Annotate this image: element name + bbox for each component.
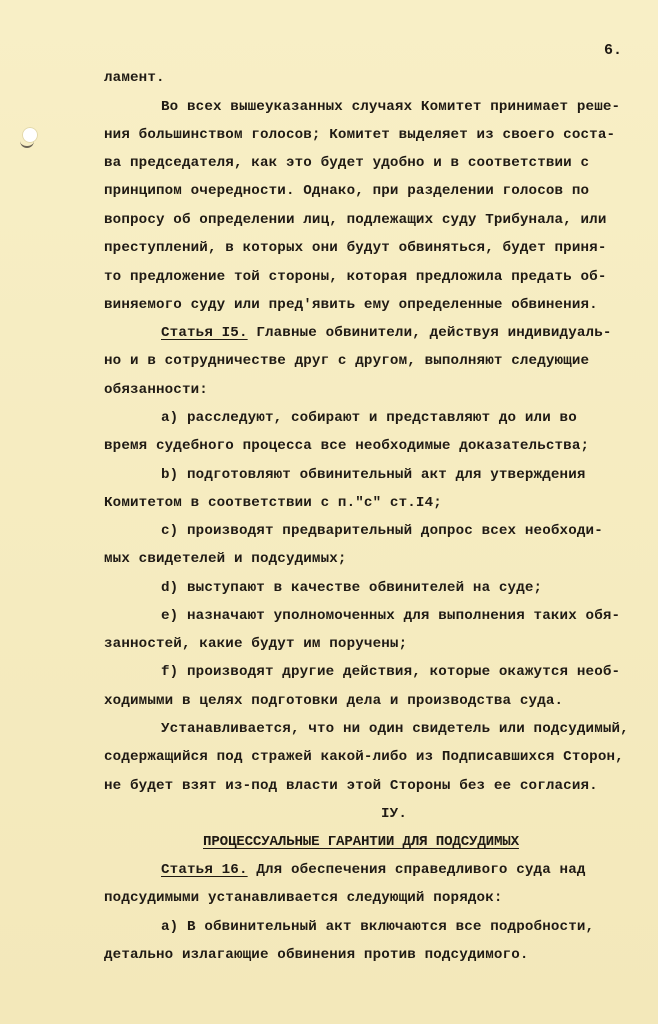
text-line: Устанавливается, что ни один свидетель или подсудимый, — [161, 721, 629, 737]
ink-mark — [20, 140, 34, 148]
text-line: не будет взят из-под власти этой Стороны без ее согласия. — [104, 778, 598, 794]
section-number: IУ. — [381, 806, 407, 822]
text-line: а) В обвинительный акт включаются все подробности, — [161, 919, 595, 935]
text-line: Для обеспечения справедливого суда над — [256, 862, 586, 878]
text-line: ходимыми в целях подготовки дела и производства суда. — [104, 693, 564, 709]
text-line: ва председателя, как это будет удобно и в соответствии с — [104, 155, 590, 171]
text-line: подсудимыми устанавливается следующий порядок: — [104, 890, 503, 906]
text-line: а) расследуют, собирают и представляют до или во — [161, 410, 577, 426]
text-line: занностей, какие будут им поручены; — [104, 636, 408, 652]
text-line: с) производят предварительный допрос всех необходи- — [161, 523, 603, 539]
text-line: то предложение той стороны, которая предложила предать об- — [104, 269, 607, 285]
text-line: принципом очередности. Однако, при разделении голосов по — [104, 183, 590, 199]
text-line: е) назначают уполномоченных для выполнения таких обя- — [161, 608, 621, 624]
article-16-label: Статья 16. — [161, 862, 248, 878]
text-line: содержащийся под стражей какой-либо из Подписавшихся Сторон, — [104, 749, 624, 765]
text-line: Во всех вышеуказанных случаях Комитет принимает реше- — [161, 99, 621, 115]
article-16-line — [161, 862, 586, 878]
text-line: b) подготовляют обвинительный акт для утверждения — [161, 467, 586, 483]
section-heading: ПРОЦЕССУАЛЬНЫЕ ГАРАНТИИ ДЛЯ ПОДСУДИМЫХ — [203, 834, 519, 850]
text-line: вопросу об определении лиц, подлежащих суду Трибунала, или — [104, 212, 607, 228]
text-line: ламент. — [104, 70, 165, 86]
article-15-line — [161, 325, 612, 341]
text-line: Главные обвинители, действуя индивидуаль- — [256, 325, 612, 341]
text-line: Комитетом в соответствии с п."с" ст.I4; — [104, 495, 442, 511]
text-line: d) выступают в качестве обвинителей на суде; — [161, 580, 543, 596]
text-line: преступлений, в которых они будут обвиняться, будет приня- — [104, 240, 607, 256]
text-line: но и в сотрудничестве друг с другом, выполняют следующие — [104, 353, 590, 369]
text-line: обязанности: — [104, 382, 208, 398]
text-line: ния большинством голосов; Комитет выделяет из своего соста- — [104, 127, 616, 143]
text-line: детально излагающие обвинения против подсудимого. — [104, 947, 529, 963]
text-line: f) производят другие действия, которые окажутся необ- — [161, 664, 621, 680]
text-line: виняемого суду или пред'явить ему определенные обвинения. — [104, 297, 598, 313]
page-number: 6. — [604, 42, 623, 59]
article-15-label: Статья I5. — [161, 325, 248, 341]
text-line: время судебного процесса все необходимые доказательства; — [104, 438, 590, 454]
text-line: мых свидетелей и подсудимых; — [104, 551, 347, 567]
